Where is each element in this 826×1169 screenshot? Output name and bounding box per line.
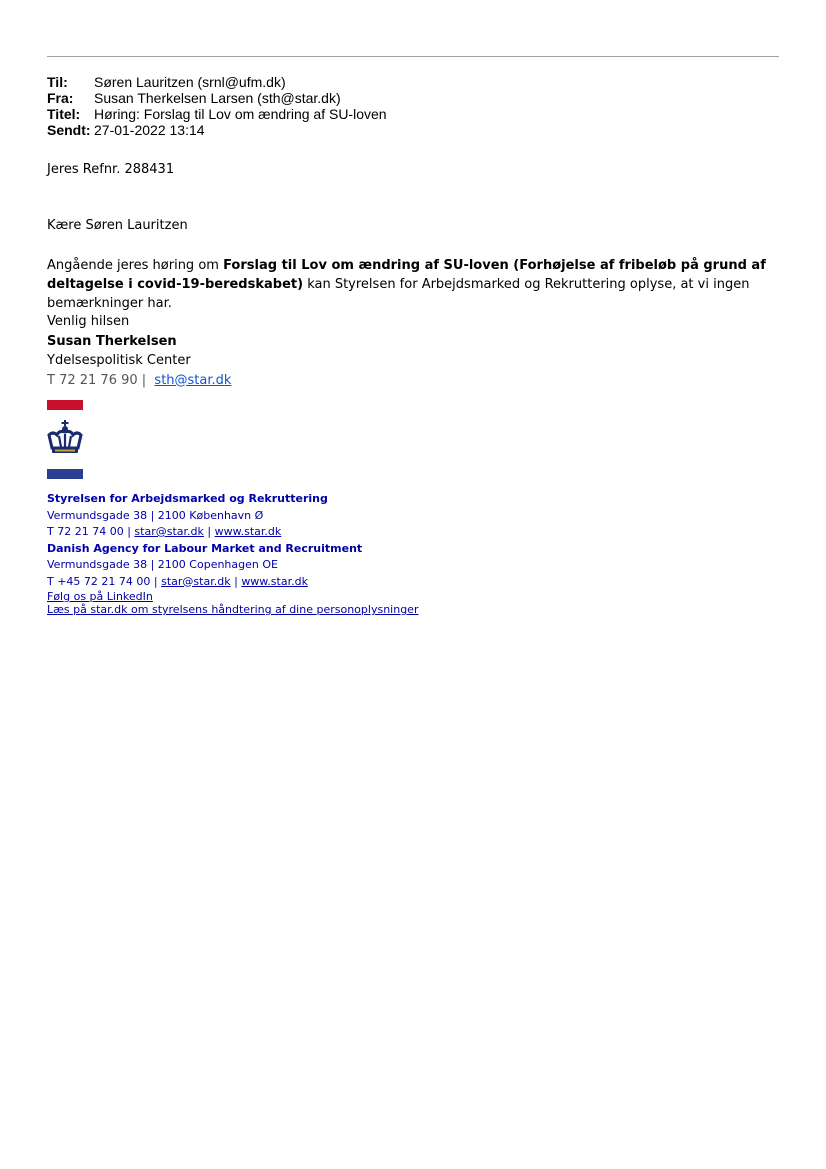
sent-value: 27-01-2022 13:14 <box>94 122 205 138</box>
body-paragraph <box>47 256 787 313</box>
header-divider <box>47 56 779 57</box>
agency-phone-en[interactable]: T +45 72 21 74 00 <box>47 574 151 588</box>
signer-email-link[interactable]: sth@star.dk <box>154 372 232 388</box>
sent-label: Sendt: <box>47 122 91 138</box>
privacy-link[interactable]: Læs på star.dk om styrelsens håndtering af dine personoplysninger <box>47 603 419 616</box>
agency-contact-en <box>47 574 418 591</box>
para-rest: kan Styrelsen for Arbejdsmarked og Rekruttering oplyse, at vi ingen bemærkninger har. <box>47 277 750 311</box>
to-value: Søren Lauritzen (srnl@ufm.dk) <box>94 74 286 90</box>
signature <box>47 312 231 390</box>
signer-name: Susan Therkelsen <box>47 333 177 349</box>
flag-blue-stripe <box>47 469 83 479</box>
para-intro: Angående jeres høring om <box>47 258 224 273</box>
agency-address-en: Vermundsgade 38 | 2100 Copenhagen OE <box>47 558 278 571</box>
sent-row <box>47 122 387 138</box>
royal-crown-icon <box>45 418 85 458</box>
agency-name-da: Styrelsen for Arbejdsmarked og Rekruttering <box>47 492 328 505</box>
department: Ydelsespolitisk Center <box>47 353 191 368</box>
separator: | <box>207 525 212 538</box>
to-row <box>47 74 387 90</box>
title-value: Høring: Forslag til Lov om ændring af SU-loven <box>94 106 387 122</box>
closing: Venlig hilsen <box>47 314 130 329</box>
title-label: Titel: <box>47 106 81 122</box>
greeting: Kære Søren Lauritzen <box>47 218 188 233</box>
from-label: Fra: <box>47 90 74 106</box>
agency-address-da: Vermundsgade 38 | 2100 København Ø <box>47 508 264 522</box>
email-header <box>47 74 387 138</box>
separator: | <box>234 574 238 588</box>
agency-signature <box>47 491 418 616</box>
from-value: Susan Therkelsen Larsen (sth@star.dk) <box>94 90 341 106</box>
agency-web-da-link[interactable]: www.star.dk <box>214 525 282 538</box>
agency-email-da-link[interactable]: star@star.dk <box>134 525 204 538</box>
separator: | <box>153 574 158 588</box>
agency-web-en-link[interactable]: www.star.dk <box>241 574 308 588</box>
to-label: Til: <box>47 74 68 90</box>
linkedin-link[interactable]: Følg os på LinkedIn <box>47 590 153 603</box>
flag-red-stripe <box>47 400 83 410</box>
from-row <box>47 90 387 106</box>
agency-name-en: Danish Agency for Labour Market and Recruitment <box>47 541 363 555</box>
reference-number: Jeres Refnr. 288431 <box>47 162 175 177</box>
para-bold: Forslag til Lov om ændring af SU-loven (Forhøjelse af fribeløb på grund af deltagelse i covid-19-beredskabet) <box>47 258 766 292</box>
separator: | <box>127 525 131 538</box>
contact-line <box>47 371 231 391</box>
signer-phone: T 72 21 76 90 | <box>47 372 147 388</box>
agency-email-en-link[interactable]: star@star.dk <box>161 574 231 588</box>
agency-phone-da[interactable]: T 72 21 74 00 <box>47 525 124 538</box>
title-row <box>47 106 387 122</box>
agency-contact-da <box>47 524 418 541</box>
